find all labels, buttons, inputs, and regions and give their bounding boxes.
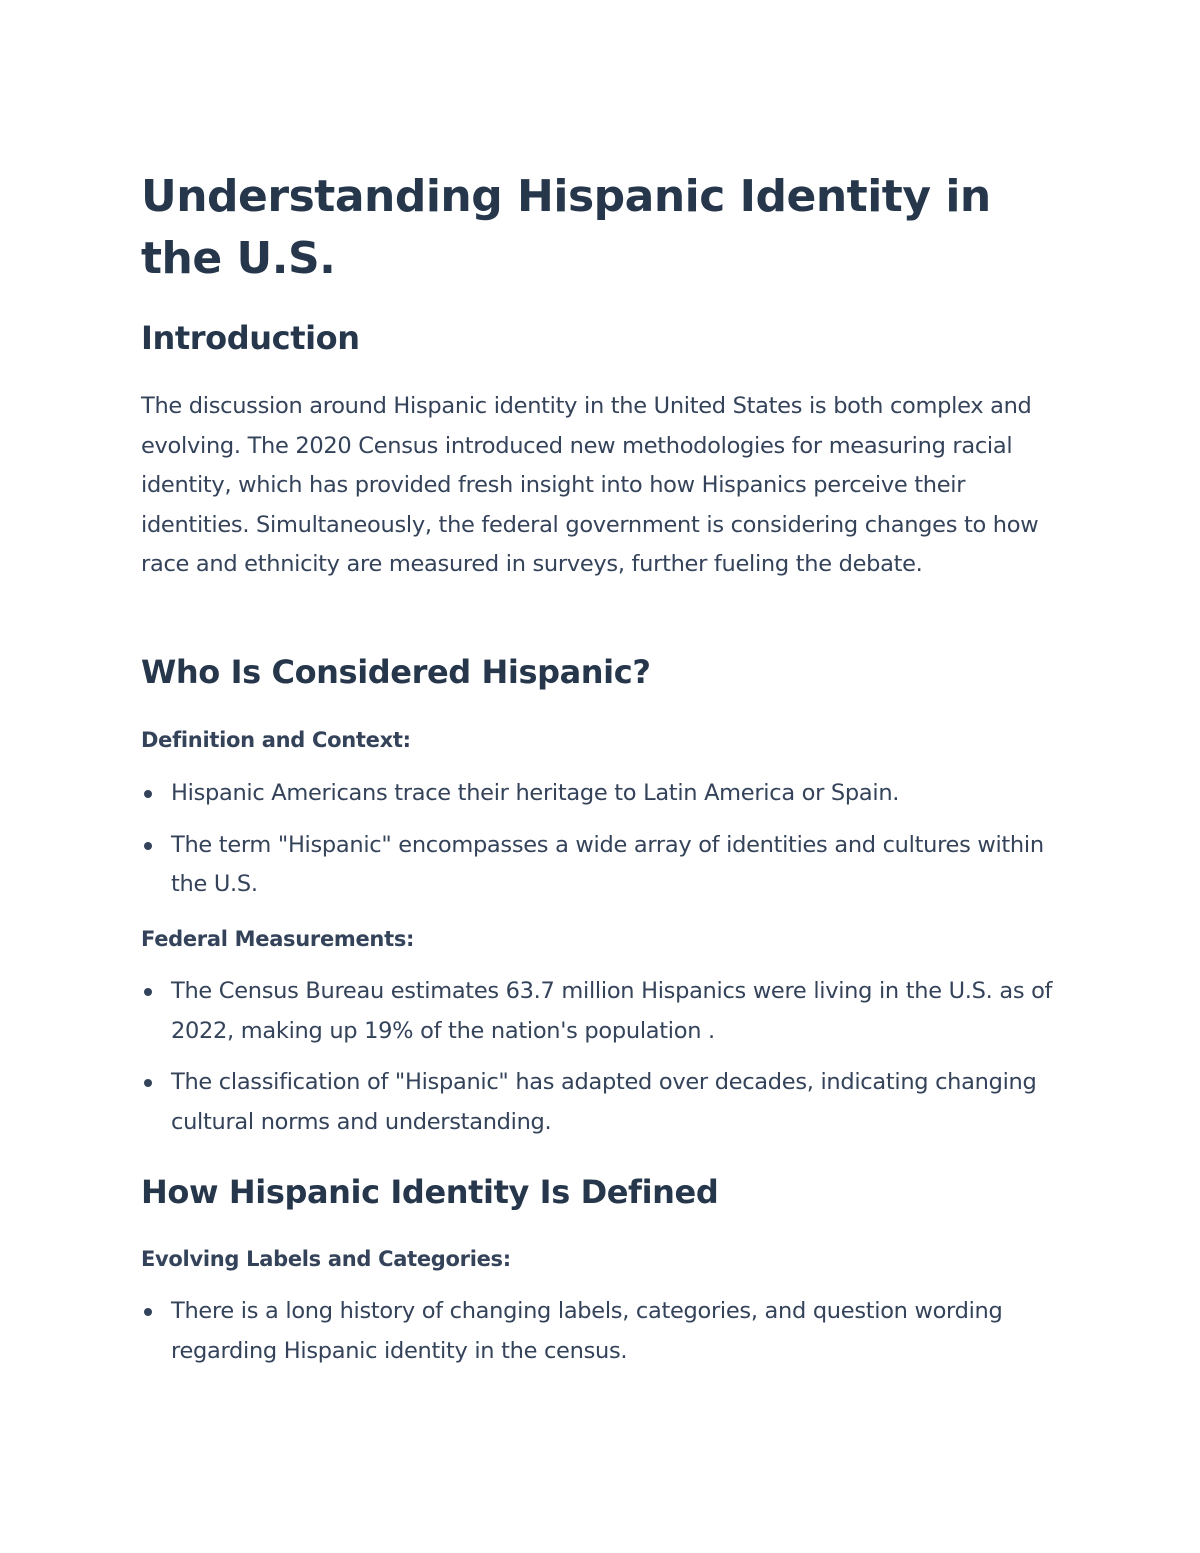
federal-measurements-heading: Federal Measurements: (141, 927, 415, 951)
bullet-dot (144, 842, 152, 850)
list-item (141, 1292, 1071, 1371)
list-item-text: The Census Bureau estimates 63.7 million Hispanics were living in the U.S. as of 2022, making up 19% of the nation's population . (171, 978, 1053, 1044)
list-item (141, 826, 1071, 905)
bullet-dot (144, 988, 152, 996)
definition-list (141, 774, 1071, 905)
bullet-dot (144, 1079, 152, 1087)
list-item (141, 972, 1071, 1051)
list-item (141, 1063, 1071, 1142)
who-is-hispanic-heading: Who Is Considered Hispanic? (141, 653, 651, 691)
how-defined-heading: How Hispanic Identity Is Defined (141, 1173, 719, 1211)
document-title: Understanding Hispanic Identity in the U.S. (141, 171, 991, 284)
bullet-dot (144, 790, 152, 798)
federal-list (141, 972, 1071, 1142)
list-item-text: The classification of "Hispanic" has adapted over decades, indicating changing cultural norms and understanding. (171, 1069, 1037, 1135)
list-item-text: Hispanic Americans trace their heritage to Latin America or Spain. (171, 780, 900, 806)
definition-context-heading: Definition and Context: (141, 728, 411, 752)
evolving-labels-heading: Evolving Labels and Categories: (141, 1247, 511, 1271)
list-item-text: The term "Hispanic" encompasses a wide array of identities and cultures within the U.S. (171, 831, 1044, 898)
bullet-dot (144, 1308, 152, 1316)
list-item-text: There is a long history of changing labels, categories, and question wording regarding Hispanic identity in the census. (171, 1298, 1003, 1364)
introduction-paragraph: The discussion around Hispanic identity in the United States is both complex and evolving. The 2020 Census introduced new methodologies for measuring racial identity, which has provided fresh insight into how Hispanics perceive their identities. Simultaneously, the federal government is considering changes to how race and ethnicity are measured in surveys, further fueling the debate. (141, 393, 1039, 578)
introduction-heading: Introduction (141, 319, 360, 357)
list-item (141, 774, 1071, 814)
labels-list (141, 1292, 1071, 1371)
